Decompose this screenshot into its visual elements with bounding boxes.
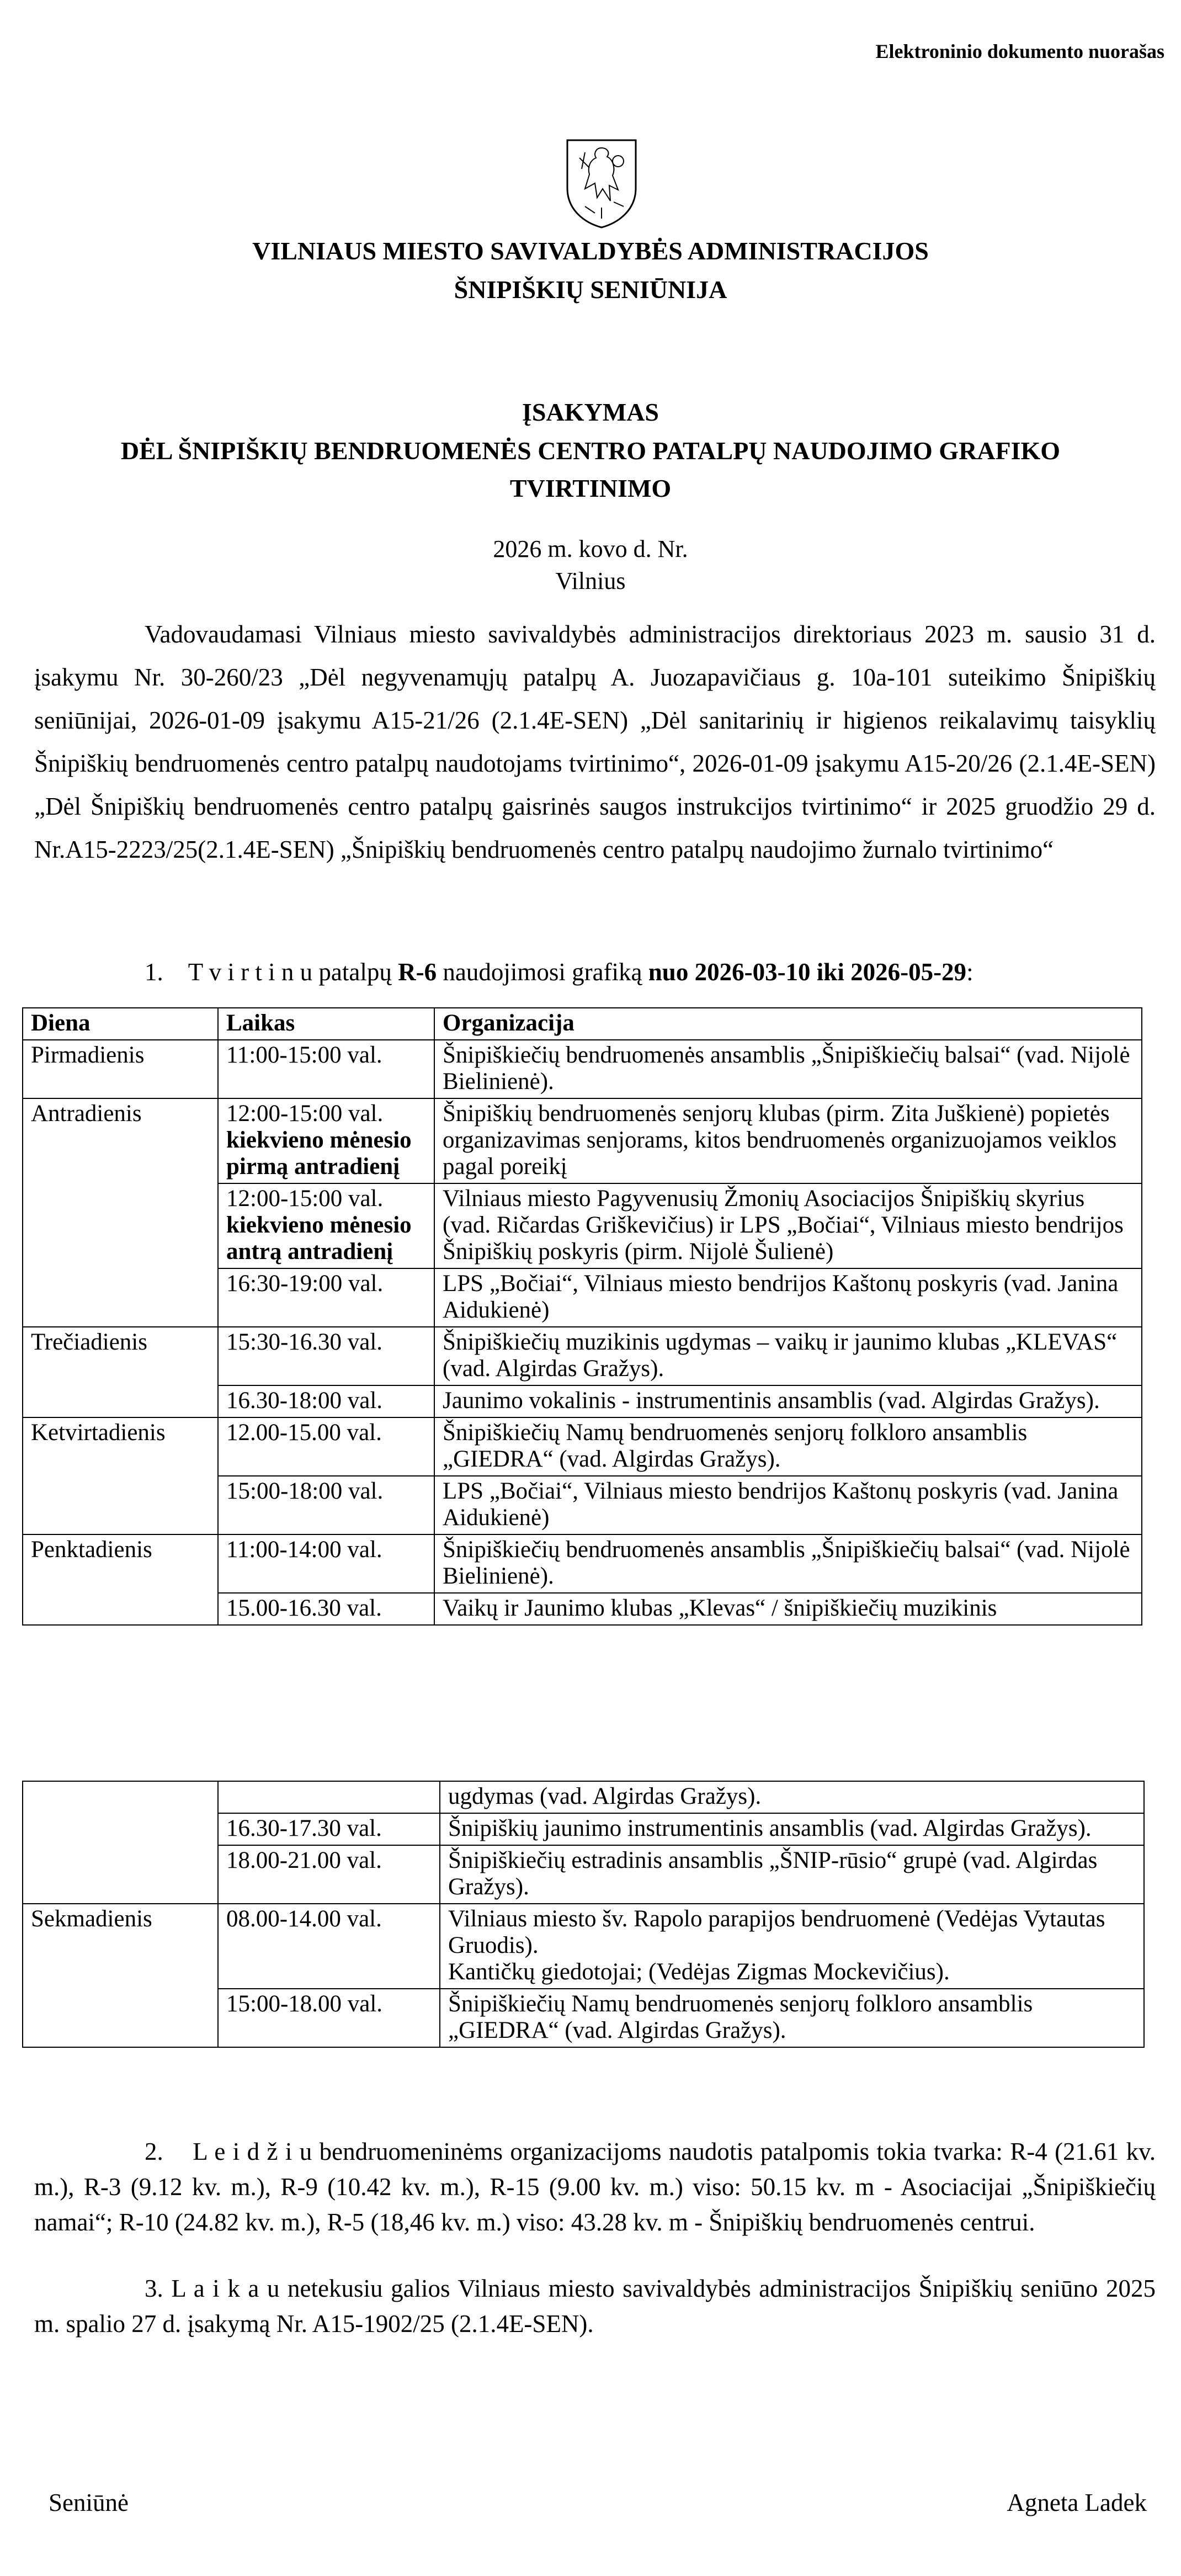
table-row <box>23 1781 1144 1813</box>
time-cell: 15.00-16.30 val. <box>218 1593 434 1625</box>
time-cell: 15:30-16.30 val. <box>218 1327 434 1385</box>
schedule-table-part2 <box>22 1781 1145 2048</box>
organization-cell: Šnipiškių jaunimo instrumentinis ansamblis (vad. Algirdas Gražys). <box>440 1813 1144 1845</box>
day-cell: Antradienis <box>23 1098 218 1327</box>
time-value: 12:00-15:00 val. <box>226 1186 384 1212</box>
time-cell: 16:30-19:00 val. <box>218 1268 434 1327</box>
document-title-line1: DĖL ŠNIPIŠKIŲ BENDRUOMENĖS CENTRO PATALPŲ NAUDOJIMO GRAFIKO <box>120 437 1061 465</box>
table-row <box>23 1040 1142 1098</box>
item-3 <box>34 2271 1156 2341</box>
item-2-text: bendruomeninėms organizacijoms naudotis patalpomis tokia tvarka: R-4 (21.61 kv. m.), R-3 (9.12 kv. m.), R-9 (10.42 kv. m.), R-15 (9.00 kv. m.) viso: 50.15 kv. m - Asociacijai „Šnipiškiečių namai“; R-10 (24.82 kv. m.), R-5 (18,46 kv. m.) viso: 43.28 kv. m - Šnipiškių bendruomenės centrui. <box>34 2138 1156 2236</box>
organization-cell: Šnipiškiečių bendruomenės ansamblis „Šnipiškiečių balsai“ (vad. Nijolė Bielinienė). <box>434 1040 1142 1098</box>
signatory-name: Agneta Ladek <box>1007 2489 1147 2516</box>
organization-cell: Šnipiškiečių estradinis ansamblis „ŠNIP-rūsio“ grupė (vad. Algirdas Gražys). <box>440 1845 1144 1904</box>
time-cell: 15:00-18.00 val. <box>218 1989 440 2047</box>
day-cell: Pirmadienis <box>23 1040 218 1098</box>
item-1-period: nuo 2026-03-10 iki 2026-05-29 <box>648 958 967 986</box>
electronic-copy-label: Elektroninio dokumento nuorašas <box>875 40 1164 62</box>
table-row <box>23 1327 1142 1385</box>
organization-cell: Šnipiškių bendruomenės senjorų klubas (pirm. Zita Juškienė) popietės organizavimas senjorams, kitos bendruomenės organizuojamos veiklos pagal poreikį <box>434 1098 1142 1183</box>
time-cell: 08.00-14.00 val. <box>218 1904 440 1989</box>
schedule-table-part1 <box>22 1007 1142 1626</box>
organization-cell: LPS „Bočiai“, Vilniaus miesto bendrijos Kaštonų poskyris (vad. Janina Aidukienė) <box>434 1268 1142 1327</box>
organization-text: Vilniaus miesto šv. Rapolo parapijos bendruomenė (Vedėjas Vytautas Gruodis). <box>448 1906 1105 1958</box>
time-cell: 16.30-18:00 val. <box>218 1385 434 1417</box>
time-cell: 18.00-21.00 val. <box>218 1845 440 1904</box>
time-value: 12:00-15:00 val. <box>226 1101 384 1127</box>
institution-name: VILNIAUS MIESTO SAVIVALDYBĖS ADMINISTRACIJOS <box>252 237 929 265</box>
day-cell: Penktadienis <box>23 1534 218 1625</box>
table-row <box>23 1534 1142 1593</box>
item-1-end: : <box>966 958 973 986</box>
day-cell: Trečiadienis <box>23 1327 218 1417</box>
column-header-organization: Organizacija <box>434 1008 1142 1040</box>
column-header-time: Laikas <box>218 1008 434 1040</box>
item-2-number: 2. <box>145 2138 163 2165</box>
organization-cell: LPS „Bočiai“, Vilniaus miesto bendrijos Kaštonų poskyris (vad. Janina Aidukienė) <box>434 1476 1142 1534</box>
item-3-number: 3. <box>145 2275 163 2302</box>
table-row <box>23 1098 1142 1183</box>
item-2 <box>34 2134 1156 2240</box>
preamble-paragraph: Vadovaudamasi Vilniaus miesto savivaldybės administracijos direktoriaus 2023 m. sausio 31 d. įsakymu Nr. 30-260/23 „Dėl negyvenamųjų patalpų A. Juozapavičiaus g. 10a-101 suteikimo Šnipiškių seniūnijai, 2026-01-09 įsakymu A15-21/26 (2.1.4E-SEN) „Dėl sanitarinių ir higienos reikalavimų taisyklių Šnipiškių bendruomenės centro patalpų naudotojams tvirtinimo“, 2026-01-09 įsakymu A15-20/26 (2.1.4E-SEN) „Dėl Šnipiškių bendruomenės centro patalpų gaisrinės saugos instrukcijos tvirtinimo“ ir 2025 gruodžio 29 d. Nr.A15-2223/25(2.1.4E-SEN) „Šnipiškių bendruomenės centro patalpų naudojimo žurnalo tvirtinimo“ <box>34 620 1156 863</box>
item-1-room: R-6 <box>398 958 437 986</box>
table-header-row <box>23 1008 1142 1040</box>
time-cell: 15:00-18:00 val. <box>218 1476 434 1534</box>
day-cell: Sekmadienis <box>23 1904 218 2047</box>
day-cell <box>23 1781 218 1904</box>
document-date: 2026 m. kovo d. Nr. <box>493 535 688 562</box>
time-cell <box>218 1098 434 1183</box>
organization-cell: Vilniaus miesto Pagyvenusių Žmonių Asociacijos Šnipiškių skyrius (vad. Ričardas Griškevičius) ir LPS „Bočiai“, Vilniaus miesto bendrijos Šnipiškių poskyris (pirm. Nijolė Šulienė) <box>434 1183 1142 1268</box>
item-1-verb: T v i r t i n u <box>188 958 313 986</box>
item-1-text: patalpų <box>312 958 398 986</box>
organization-text-2: Kantičkų giedotojai; (Vedėjas Zigmas Mockevičius). <box>448 1959 950 1985</box>
item-3-verb: L a i k a u <box>171 2275 280 2302</box>
time-cell <box>218 1781 440 1813</box>
coat-of-arms-icon <box>563 136 640 230</box>
time-cell: 16.30-17.30 val. <box>218 1813 440 1845</box>
item-1-number: 1. <box>145 958 163 986</box>
organization-cell: Šnipiškiečių bendruomenės ansamblis „Šnipiškiečių balsai“ (vad. Nijolė Bielinienė). <box>434 1534 1142 1593</box>
day-cell: Ketvirtadienis <box>23 1417 218 1534</box>
signatory-role: Seniūnė <box>49 2489 129 2516</box>
item-1-text-b: naudojimosi grafiką <box>437 958 648 986</box>
organization-cell: Vaikų ir Jaunimo klubas „Klevas“ / šnipiškiečių muzikinis <box>434 1593 1142 1625</box>
organization-cell: Jaunimo vokalinis - instrumentinis ansamblis (vad. Algirdas Gražys). <box>434 1385 1142 1417</box>
time-cell: 11:00-14:00 val. <box>218 1534 434 1593</box>
time-note: kiekvieno mėnesio antrą antradienį <box>226 1212 412 1265</box>
document-title-line2: TVIRTINIMO <box>509 474 672 502</box>
item-3-text: netekusiu galios Vilniaus miesto savivaldybės administracijos Šnipiškių seniūno 2025 m. spalio 27 d. įsakymą Nr. A15-1902/25 (2.1.4E-SEN). <box>34 2275 1156 2338</box>
organization-cell: Šnipiškiečių muzikinis ugdymas – vaikų ir jaunimo klubas „KLEVAS“ (vad. Algirdas Gražys). <box>434 1327 1142 1385</box>
time-cell: 11:00-15:00 val. <box>218 1040 434 1098</box>
organization-cell <box>440 1904 1144 1989</box>
time-cell <box>218 1183 434 1268</box>
organization-cell: Šnipiškiečių Namų bendruomenės senjorų folkloro ansamblis „GIEDRA“ (vad. Algirdas Gražys). <box>440 1989 1144 2047</box>
document-place: Vilnius <box>555 567 626 594</box>
column-header-day: Diena <box>23 1008 218 1040</box>
item-1 <box>145 956 973 988</box>
unit-name: ŠNIPIŠKIŲ SENIŪNIJA <box>454 275 727 304</box>
document-type: ĮSAKYMAS <box>522 398 659 426</box>
table-row <box>23 1904 1144 1989</box>
time-cell: 12.00-15.00 val. <box>218 1417 434 1476</box>
item-2-verb: L e i d ž i u <box>193 2138 312 2165</box>
table-row <box>23 1417 1142 1476</box>
organization-cell: ugdymas (vad. Algirdas Gražys). <box>440 1781 1144 1813</box>
time-note: kiekvieno mėnesio pirmą antradienį <box>226 1127 412 1180</box>
organization-cell: Šnipiškiečių Namų bendruomenės senjorų folkloro ansamblis „GIEDRA“ (vad. Algirdas Gražys). <box>434 1417 1142 1476</box>
